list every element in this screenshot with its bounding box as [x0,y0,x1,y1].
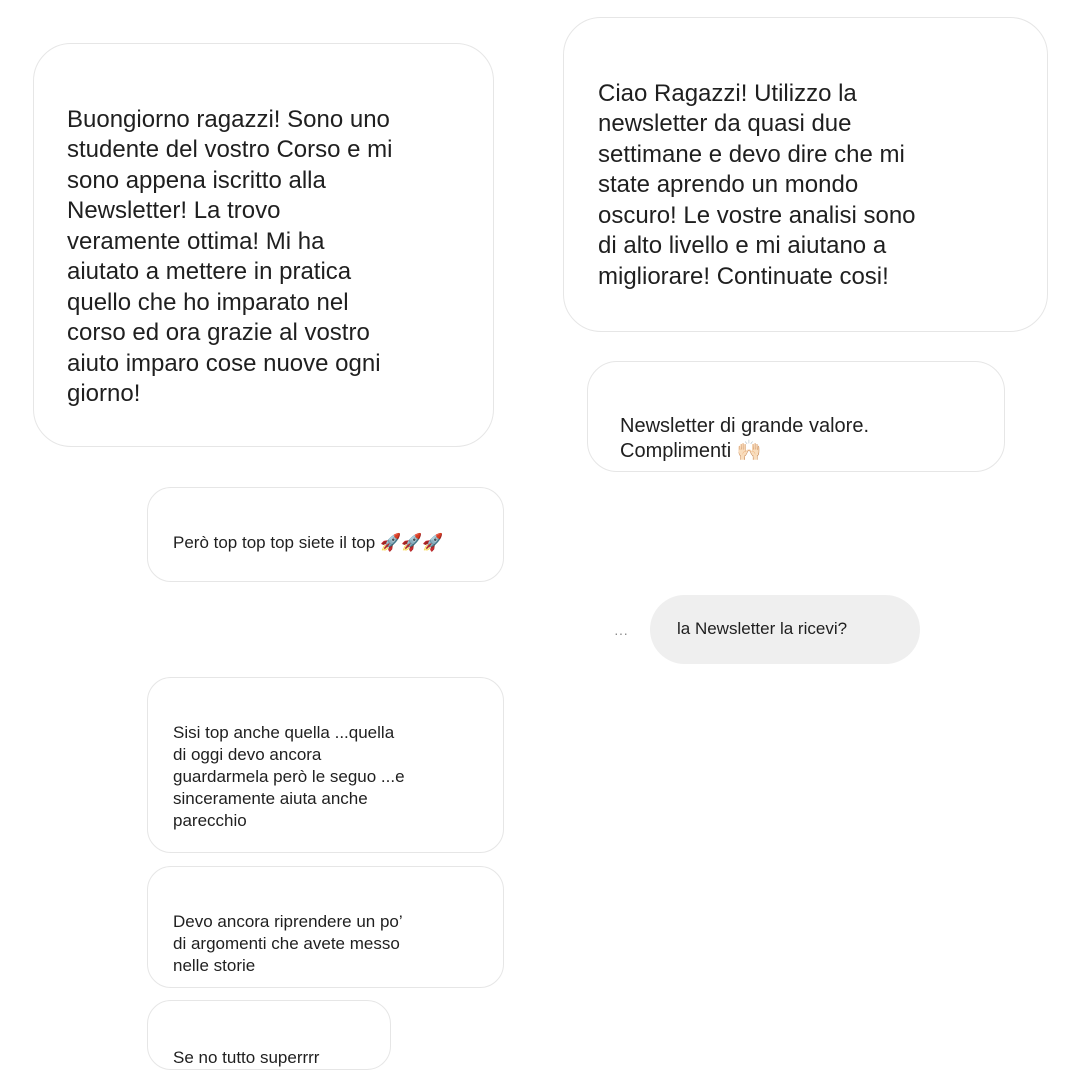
message-text: Però top top top siete il top [173,533,380,552]
rocket-icon: 🚀🚀🚀 [379,533,444,552]
message-bubble-testimonial-1 [33,43,494,447]
message-bubble-question [650,595,920,664]
message-text: Se no tutto superrrr [173,1048,320,1067]
message-text: Ciao Ragazzi! Utilizzo la newsletter da quasi due settimane e devo dire che mi state aprendo un mondo oscuro! Le vostre analisi sono di alto livello e mi aiutano a migliorare! Continuate cosi! [598,79,916,290]
message-bubble-reply-2 [147,866,504,988]
message-text: Buongiorno ragazzi! Sono uno studente del vostro Corso e mi sono appena iscritto alla Newsletter! La trovo veramente ottima! Mi ha aiutato a mettere in pratica quello che ho imparato nel corso ed ora grazie al vostro aiuto imparo cose nuove ogni giorno! [67,105,393,407]
message-bubble-reply-1 [147,677,504,853]
more-options-icon[interactable]: ··· [614,625,628,641]
message-bubble-testimonial-2 [563,17,1048,332]
raised-hands-icon: 🙌🏻 [736,440,762,462]
message-text: Sisi top anche quella ...quella di oggi devo ancora guardarmela però le seguo ...e sinceramente aiuta anche parecchio [173,723,405,830]
message-text: la Newsletter la ricevi? [677,619,848,638]
message-bubble-compliment [587,361,1005,472]
message-text: Newsletter di grande valore. Complimenti [620,415,870,462]
message-bubble-top [147,487,504,582]
message-text: Devo ancora riprendere un po’ di argomenti che avete messo nelle storie [173,912,403,975]
message-bubble-reply-3 [147,1000,391,1070]
